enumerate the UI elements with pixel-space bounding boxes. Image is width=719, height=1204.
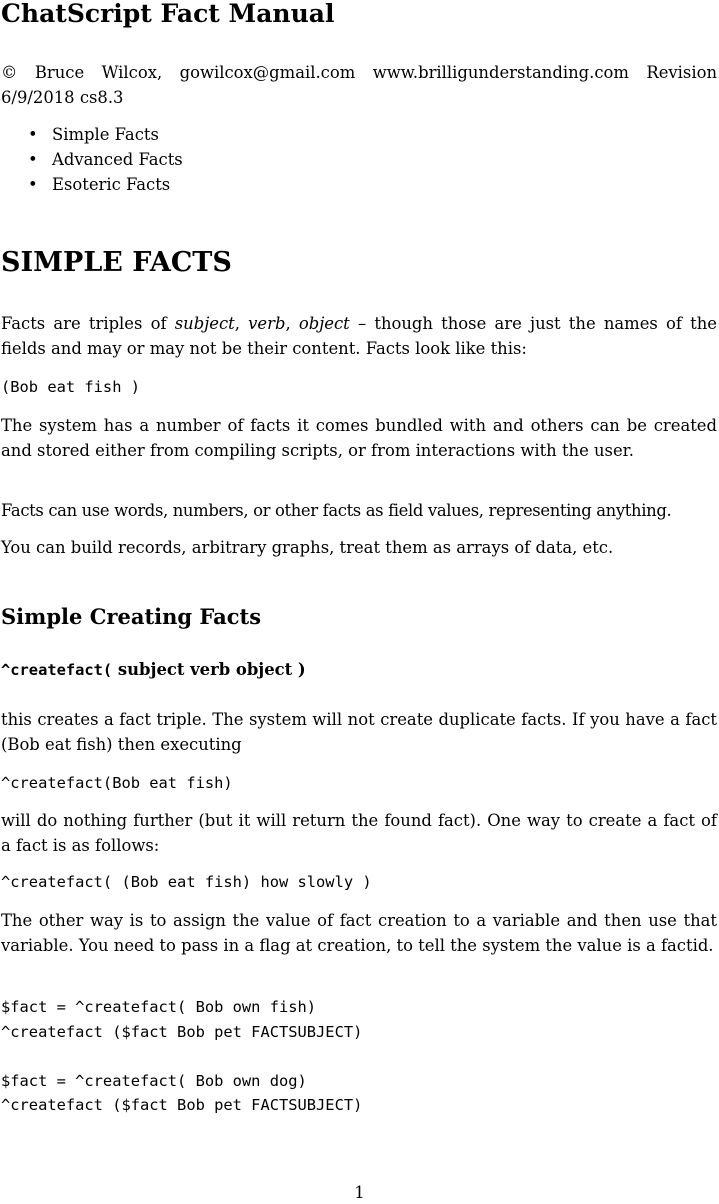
bundled-paragraph: The system has a number of facts it comes bundled with and others can be created and stored either from compiling scripts, or from interactions with the user. (1, 416, 717, 460)
subsection-heading: Simple Creating Facts (1, 604, 262, 629)
section-heading: SIMPLE FACTS (1, 247, 232, 278)
byline: © Bruce Wilcox, gowilcox@gmail.com www.brilligunderstanding.com Revision 6/9/2018 cs8.3 (1, 63, 717, 107)
intro-paragraph: Facts are triples of subject, verb, object – though those are just the names of the fields and may or may not be their content. Facts look like this: (1, 314, 717, 358)
fields-paragraph: Facts can use words, numbers, or other facts as field values, representing anything. (1, 501, 672, 520)
bullet-icon: • (28, 150, 38, 169)
toc-item[interactable]: • Esoteric Facts (0, 172, 183, 197)
createfact-code: ^createfact(Bob eat fish) (1, 774, 233, 792)
code-block: $fact = ^createfact( Bob own fish) ^createfact ($fact Bob pet FACTSUBJECT) $fact = ^createfact( Bob own dog) ^createfact ($fact Bob pet FACTSUBJECT) (1, 998, 363, 1114)
other-way-paragraph: The other way is to assign the value of fact creation to a variable and then use that variable. You need to pass in a flag at creation, to tell the system the value is a factid. (1, 911, 717, 955)
function-signature: ^createfact( subject verb object ) (1, 660, 306, 679)
table-of-contents (0, 122, 183, 197)
bullet-icon: • (28, 125, 38, 144)
document-title: ChatScript Fact Manual (1, 0, 335, 28)
bullet-icon: • (28, 175, 38, 194)
records-paragraph: You can build records, arbitrary graphs, treat them as arrays of data, etc. (1, 538, 614, 557)
creates-paragraph: this creates a fact triple. The system will not create duplicate facts. If you have a fact (Bob eat fish) then executing (1, 710, 717, 754)
page-number: 1 (354, 1183, 365, 1202)
toc-item[interactable]: • Simple Facts (0, 122, 183, 147)
toc-item[interactable]: • Advanced Facts (0, 147, 183, 172)
example-fact-code: (Bob eat fish ) (1, 378, 140, 396)
nothing-paragraph: will do nothing further (but it will return the found fact). One way to create a fact of a fact is as follows: (1, 811, 717, 855)
fact-of-fact-code: ^createfact( (Bob eat fish) how slowly ) (1, 873, 372, 891)
